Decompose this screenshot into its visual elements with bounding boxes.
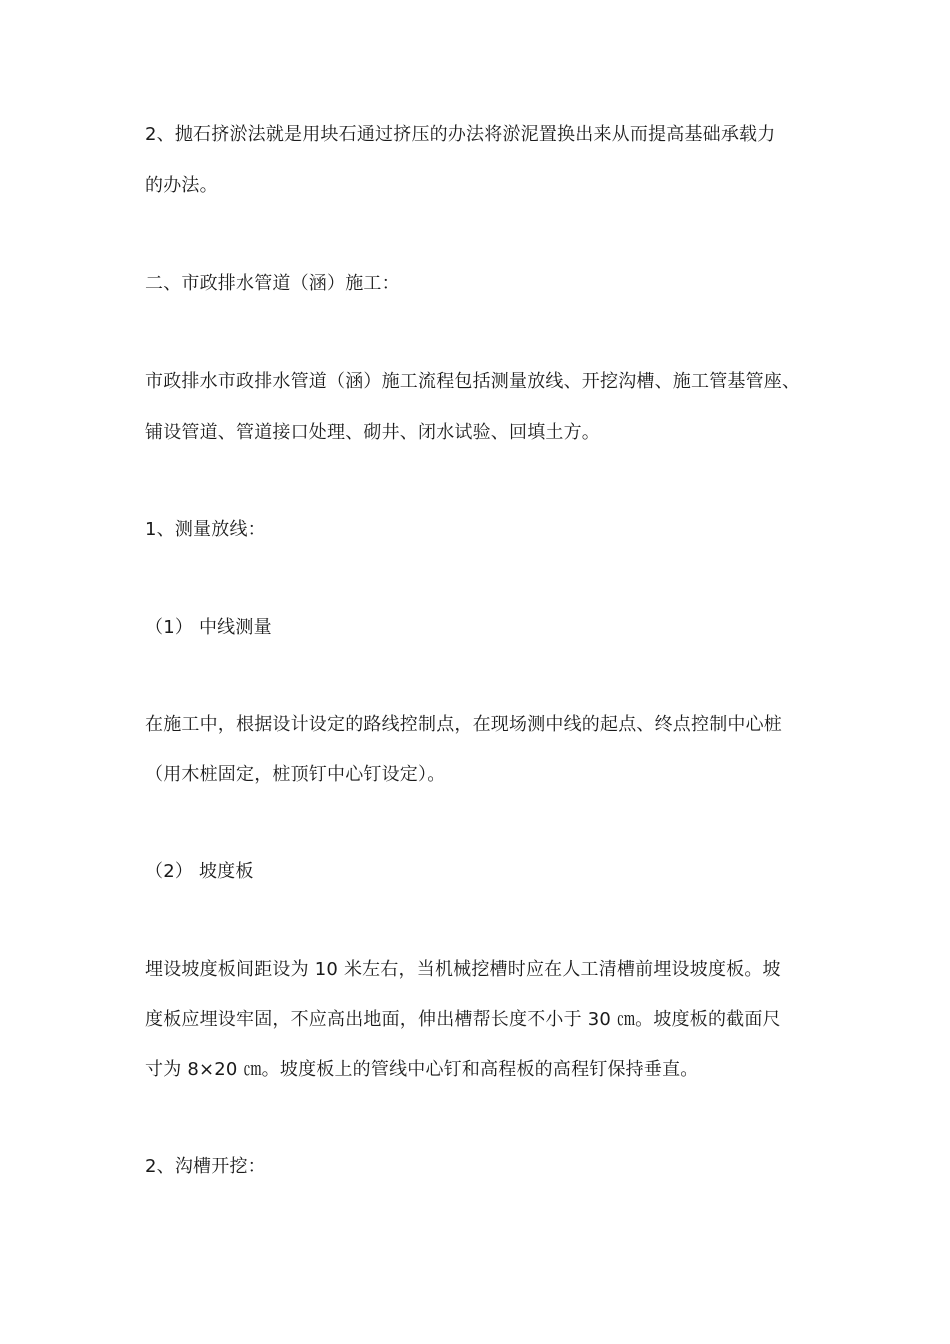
subheading-slope-board: （2） 坡度板: [145, 861, 254, 882]
subheading-trench-excavation: 2、沟槽开挖：: [145, 1156, 266, 1177]
paragraph-line-centerline: 在施工中，根据设计设定的路线控制点，在现场测中线的起点、终点控制中心桩: [145, 714, 782, 735]
paragraph-line-riprap-method-cont: 的办法。: [145, 175, 218, 196]
paragraph-line-construction-flow-cont: 铺设管道、管道接口处理、砌井、闭水试验、回填土方。: [145, 422, 600, 443]
paragraph-line-centerline-cont: （用木桩固定，桩顶钉中心钉设定）。: [145, 764, 446, 785]
subheading-survey-layout: 1、测量放线：: [145, 519, 266, 540]
paragraph-line-construction-flow: 市政排水市政排水管道（涵）施工流程包括测量放线、开挖沟槽、施工管基管座、: [145, 371, 801, 392]
paragraph-line-slope-board-3: 寸为 8×20 ㎝。坡度板上的管线中心钉和高程板的高程钉保持垂直。: [145, 1059, 699, 1080]
subheading-centerline-survey: （1） 中线测量: [145, 617, 272, 638]
paragraph-line-slope-board-2: 度板应埋设牢固，不应高出地面，伸出槽帮长度不小于 30 ㎝。坡度板的截面尺: [145, 1009, 781, 1030]
paragraph-line-riprap-method: 2、抛石挤淤法就是用块石通过挤压的办法将淤泥置换出来从而提高基础承载力: [145, 124, 776, 145]
paragraph-line-slope-board-1: 埋设坡度板间距设为 10 米左右，当机械挖槽时应在人工清槽前埋设坡度板。坡: [145, 959, 781, 980]
section-heading-drainage-pipe: 二、市政排水管道（涵）施工：: [145, 273, 400, 294]
